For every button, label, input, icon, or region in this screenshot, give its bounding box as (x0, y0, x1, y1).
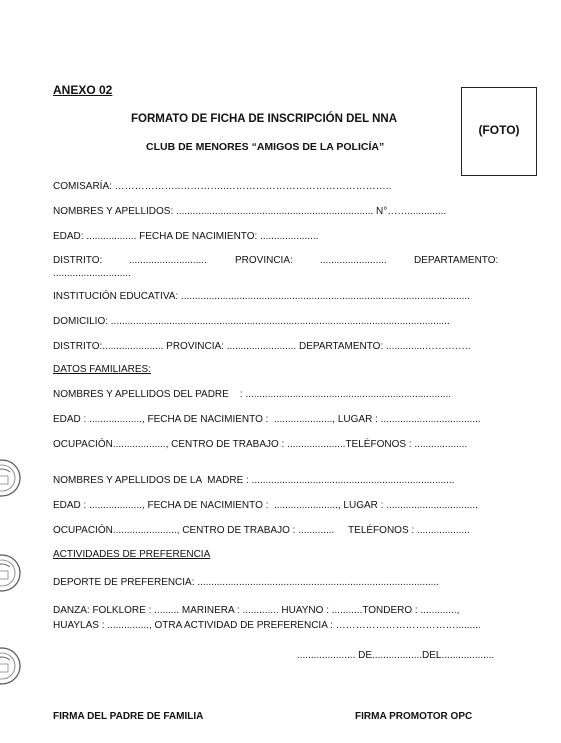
firma-promotor-label: FIRMA PROMOTOR OPC (355, 711, 473, 722)
padre-nombres-field[interactable]: NOMBRES Y APELLIDOS DEL PADRE : .......................................................................... (53, 389, 452, 400)
distrito-field[interactable]: ............................ (129, 255, 207, 266)
madre-edad-field[interactable]: EDAD : ..................., FECHA DE NACIMIENTO : ......................., LUGAR : ................................. (53, 500, 478, 511)
domicilio-field[interactable]: DOMICILIO: .......................................................................................................................... (53, 316, 450, 327)
huaylas-field[interactable]: HUAYLAS : ..............., OTRA ACTIVIDAD DE PREFERENCIA : ………………………………......... (53, 620, 481, 631)
distrito2-field[interactable]: DISTRITO:...................... PROVINCIA: ......................... DEPARTAMENTO: ..............………….. (53, 341, 471, 352)
padre-ocupacion-field[interactable]: OCUPACIÓN..................., CENTRO DE TRABAJO : .....................TELÉFONOS : ................... (53, 439, 468, 450)
provincia-label: PROVINCIA: (235, 255, 293, 266)
firma-padre-label: FIRMA DEL PADRE DE FAMILIA (53, 711, 204, 722)
deporte-field[interactable]: DEPORTE DE PREFERENCIA: ....................................................................................... (53, 577, 440, 588)
danza-field[interactable]: DANZA: FOLKLORE : ......... MARINERA : ............. HUAYNO : ...........TONDERO : ............., (53, 605, 460, 616)
provincia-field[interactable]: ........................ (320, 255, 387, 266)
madre-ocupacion-field[interactable]: OCUPACIÓN......................., CENTRO DE TRABAJO : ............. TELÉFONOS : ................... (53, 525, 470, 536)
photo-label: (FOTO) (478, 123, 520, 137)
distrito-label: DISTRITO: (53, 255, 103, 266)
comisaria-field[interactable]: COMISARÍA: ………………..…………..………………………………………….. (53, 181, 392, 192)
departamento-label: DEPARTAMENTO: (414, 255, 499, 266)
photo-box (461, 87, 537, 176)
annex-heading: ANEXO 02 (53, 83, 113, 97)
police-seal-icon (0, 545, 22, 601)
actividades-heading: ACTIVIDADES DE PREFERENCIA (53, 549, 211, 560)
padre-edad-field[interactable]: EDAD : ..................., FECHA DE NACIMIENTO : ....................., LUGAR : .................................... (53, 414, 481, 425)
edad-field[interactable]: EDAD: .................. FECHA DE NACIMIENTO: ..................... (53, 231, 319, 242)
police-seal-icon (0, 638, 22, 694)
departamento-field[interactable]: ............................ (53, 268, 131, 279)
form-title: FORMATO DE FICHA DE INSCRIPCIÓN DEL NNA (131, 113, 397, 125)
police-seal-icon (0, 450, 22, 506)
nombres-field[interactable]: NOMBRES Y APELLIDOS: ....................................................................... N°…….............. (53, 206, 447, 217)
fecha-field[interactable]: ..................... DE..................DEL................... (297, 650, 495, 661)
madre-nombres-field[interactable]: NOMBRES Y APELLIDOS DE LA MADRE : ......................................................................... (53, 475, 455, 486)
datos-familiares-heading: DATOS FAMILIARES: (53, 364, 151, 375)
form-subtitle: CLUB DE MENORES “AMIGOS DE LA POLICÍA” (146, 141, 385, 153)
institucion-field[interactable]: INSTITUCIÓN EDUCATIVA: ........................................................................................................ (53, 291, 470, 302)
